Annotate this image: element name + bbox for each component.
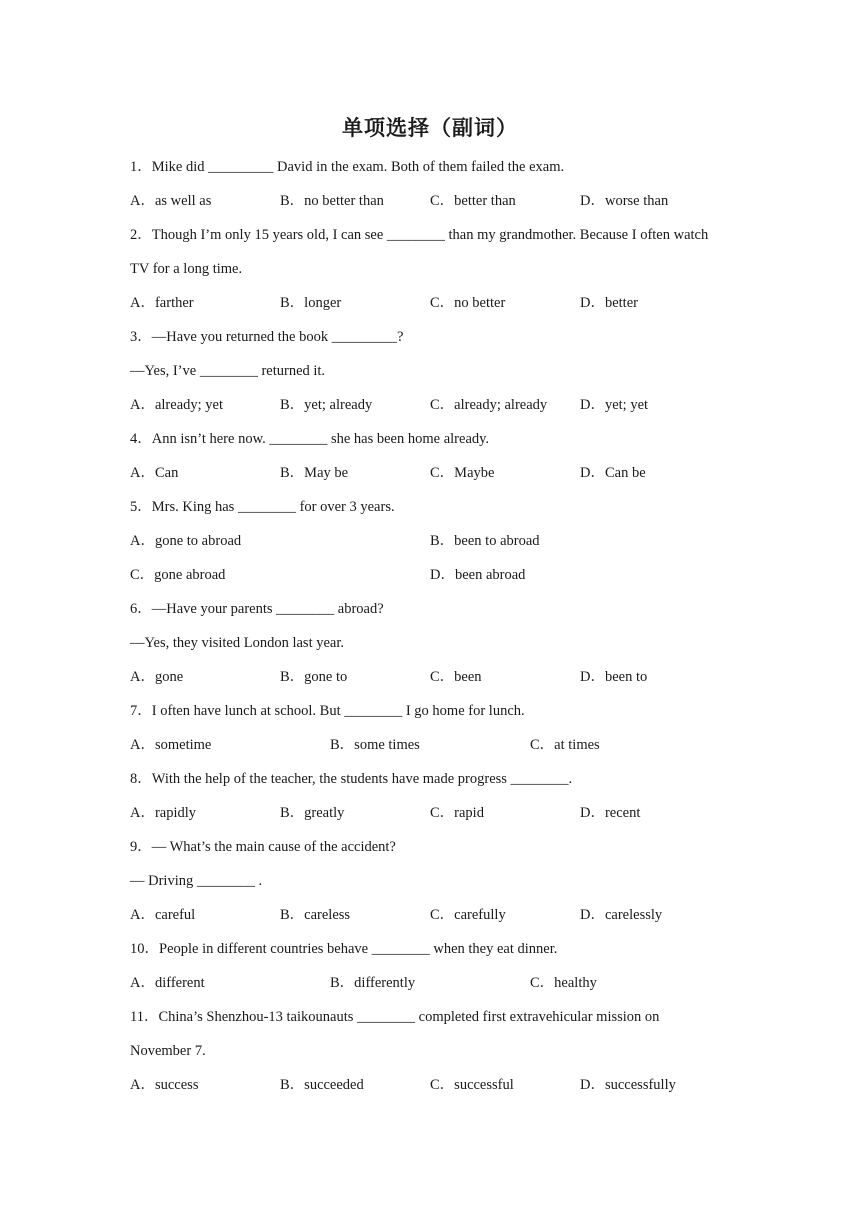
option-7b: B．some times [330,737,420,753]
question-stem-8: 8．With the help of the teacher, the students have made progress ________. [130,771,573,787]
option-2a: A．farther [130,295,194,311]
option-4c: C．Maybe [430,465,495,481]
options-row-11 [130,1068,740,1102]
question-stem-3: 3．—Have you returned the book _________? [130,329,404,345]
question-stem-9-reply: — Driving ________ . [130,873,263,889]
option-11a: A．success [130,1077,199,1093]
question-list [130,150,740,1102]
option-10b: B．differently [330,975,416,991]
question-stem-3-reply: —Yes, I’ve ________ returned it. [130,363,326,379]
option-3b: B．yet; already [280,397,373,413]
option-1a: A．as well as [130,193,212,209]
option-5a: A．gone to abroad [130,533,242,549]
option-3c: C．already; already [430,397,548,413]
options-row-10 [130,966,740,1000]
option-1b: B．no better than [280,193,384,209]
question-stem-6: 6．—Have your parents ________ abroad? [130,601,384,617]
option-8b: B．greatly [280,805,345,821]
option-11d: D．successfully [580,1077,676,1093]
question-stem-11: 11．China’s Shenzhou-13 taikounauts ________ completed first extravehicular mission on [130,1009,660,1025]
option-11c: C．successful [430,1077,514,1093]
option-4b: B．May be [280,465,349,481]
question-stem-5: 5．Mrs. King has ________ for over 3 years. [130,499,395,515]
option-10a: A．different [130,975,205,991]
options-row-7 [130,728,740,762]
options-row-6 [130,660,740,694]
option-8a: A．rapidly [130,805,197,821]
option-2c: C．no better [430,295,506,311]
page-title: 单项选择（副词） [342,116,518,140]
option-4d: D．Can be [580,465,646,481]
option-10c: C．healthy [530,975,597,991]
option-1d: D．worse than [580,193,669,209]
option-7c: C．at times [530,737,600,753]
option-8c: C．rapid [430,805,484,821]
options-row-8 [130,796,740,830]
option-6b: B．gone to [280,669,348,685]
option-5d: D．been abroad [430,567,526,583]
question-stem-9: 9．— What’s the main cause of the accident? [130,839,396,855]
question-stem-11-cont: November 7. [130,1043,206,1059]
option-3a: A．already; yet [130,397,224,413]
option-2b: B．longer [280,295,342,311]
option-5b: B．been to abroad [430,533,540,549]
options-row-9 [130,898,740,932]
option-6d: D．been to [580,669,648,685]
options-row-1 [130,184,740,218]
question-stem-1: 1．Mike did _________ David in the exam. Both of them failed the exam. [130,159,565,175]
option-6c: C．been [430,669,482,685]
option-9c: C．carefully [430,907,506,923]
options-row-3 [130,388,740,422]
option-9b: B．careless [280,907,351,923]
option-4a: A．Can [130,465,179,481]
option-7a: A．sometime [130,737,212,753]
question-stem-6-reply: —Yes, they visited London last year. [130,635,344,651]
options-row-4 [130,456,740,490]
option-1c: C．better than [430,193,516,209]
option-2d: D．better [580,295,638,311]
option-5c: C．gone abroad [130,567,226,583]
option-3d: D．yet; yet [580,397,649,413]
options-row-5b [130,558,740,592]
options-row-2 [130,286,740,320]
option-9d: D．carelessly [580,907,663,923]
options-row-5a [130,524,740,558]
question-stem-2: 2．Though I’m only 15 years old, I can see ________ than my grandmother. Because I often watch [130,227,709,243]
option-11b: B．succeeded [280,1077,364,1093]
question-stem-10: 10．People in different countries behave ________ when they eat dinner. [130,941,558,957]
option-8d: D．recent [580,805,641,821]
option-6a: A．gone [130,669,184,685]
question-stem-7: 7．I often have lunch at school. But ________ I go home for lunch. [130,703,525,719]
question-stem-4: 4．Ann isn’t here now. ________ she has been home already. [130,431,490,447]
question-stem-2-cont: TV for a long time. [130,261,243,277]
option-9a: A．careful [130,907,196,923]
